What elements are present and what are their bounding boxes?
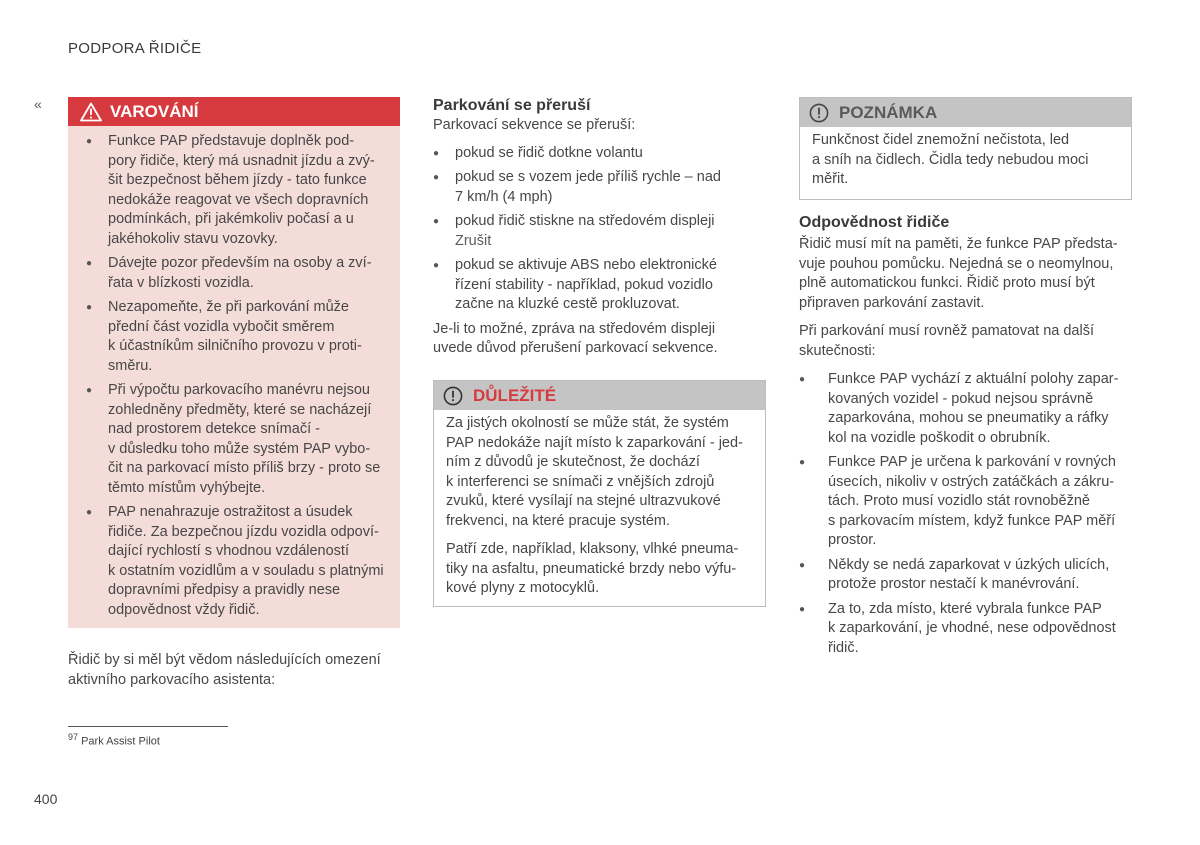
bullet-icon: ● (799, 374, 806, 385)
interrupt-reason-text: Je-li to možné, zpráva na středovém displeji uvede důvod přerušení parkovací sekvence. (433, 320, 718, 356)
responsibility-list (799, 370, 1130, 658)
bullet-icon: ● (799, 457, 806, 468)
footnote-number: 97 (68, 732, 79, 742)
note-text: Funkčnost čidel znemožní nečistota, led a sníh na čidlech. Čidla tedy nebudou moci měřit. (812, 132, 1089, 187)
bullet-icon: ● (86, 258, 93, 269)
bullet-icon: ● (433, 260, 440, 271)
warning-triangle-icon (80, 102, 102, 122)
note-header (800, 98, 1131, 127)
list-item (86, 132, 388, 249)
list-item (86, 503, 388, 620)
list-item (433, 168, 766, 207)
list-item-text: Někdy se nedá zaparkovat v úzkých ulicích, protože prostor nestačí k manévrování. (828, 556, 1110, 592)
bullet-icon: ● (86, 385, 93, 396)
bullet-icon: ● (433, 216, 440, 227)
list-item-text: Dávejte pozor především na osoby a zví- řata v blízkosti vozidla. (108, 255, 372, 291)
warning-label: VAROVÁNÍ (110, 101, 199, 121)
important-paragraph: Patří zde, například, klaksony, vlhké pneuma- tiky na asfaltu, pneumatické brzdy nebo výfu- kové plyny z motocyklů. (446, 541, 739, 596)
warning-header (68, 97, 400, 126)
footnote (68, 732, 160, 748)
footnote-text: Park Assist Pilot (81, 735, 160, 748)
info-circle-icon (809, 103, 829, 123)
exclamation-circle-icon (443, 386, 463, 406)
responsibility-intro: Řidič musí mít na paměti, že funkce PAP předsta- vuje pouhou pomůcku. Nejedná se o neomylnou, plně automatickou funkci. Řidič proto musí být připraven parkování zastavit. (799, 236, 1118, 311)
list-item (433, 144, 766, 164)
important-label: DŮLEŽITÉ (473, 385, 557, 405)
important-paragraph: Za jistých okolností se může stát, že systém PAP nedokáže najít místo k zaparkování - jed- ním z důvodů je skutečnost, že dochází k interferenci se snímači z vnějších zdrojů zvuků, které vysílají na stejné ultrazvukové frekvenci, na které pracuje systém. (446, 415, 743, 529)
driver-responsibility-section (799, 213, 1130, 663)
list-item-text: Funkce PAP představuje doplněk pod- pory řidiče, který má usnadnit jízdu a zvý- šit bezpečnost během jízdy - tato funkce nedokáže reagovat ve všech dopravních podmínkách, při jakémkoliv počasí a u jakéhokoliv stavu vozovky. (108, 133, 375, 247)
list-item-text: pokud se s vozem jede příliš rychle – nad 7 km/h (4 mph) (455, 169, 721, 205)
back-arrows-icon[interactable]: « (34, 96, 40, 112)
list-item-text: pokud se řidič dotkne volantu (455, 144, 643, 161)
list-item (86, 254, 388, 293)
list-item-text: pokud se aktivuje ABS nebo elektronické řízení stability - například, pokud vozidlo začne na kluzké cestě prokluzovat. (455, 257, 717, 312)
bullet-icon: ● (86, 136, 93, 147)
list-item (799, 600, 1130, 659)
footnote-divider (68, 726, 228, 727)
responsibility-para: Při parkování musí rovněž pamatovat na další skutečnosti: (799, 323, 1094, 359)
list-item (799, 453, 1130, 551)
section-heading: Odpovědnost řidiče (799, 214, 950, 231)
list-item-text: Funkce PAP vychází z aktuální polohy zapar- kovaných vozidel - pokud nejsou správně zaparkována, mohou se pneumatiky a ráfky kol na vozidle poškodit o obrubník. (828, 371, 1119, 446)
list-item-text: Funkce PAP je určena k parkování v rovných úsecích, nikoliv v ostrých zatáčkách a zákru- tách. Proto musí vozidlo stát rovnoběžně s parkovacím místem, když funkce PAP měří prostor. (828, 454, 1116, 548)
bullet-icon: ● (433, 147, 440, 159)
important-header (434, 381, 765, 410)
bullet-icon: ● (86, 302, 93, 313)
page-number: 400 (34, 791, 58, 807)
list-item (86, 298, 388, 376)
list-item-text: Za to, zda místo, které vybrala funkce PAP k zaparkování, je vhodné, nese odpovědnost řidič. (828, 600, 1116, 656)
important-box (433, 380, 766, 607)
section-heading: Parkování se přeruší (433, 97, 591, 114)
note-box (799, 97, 1132, 200)
list-item-text: pokud řidič stiskne na středovém displeji (455, 213, 715, 229)
list-item (433, 212, 766, 251)
bullet-icon: ● (433, 172, 440, 183)
interrupt-list (433, 144, 766, 315)
section-title: PODPORA ŘIDIČE (68, 40, 202, 57)
section-intro: Parkovací sekvence se přeruší: (433, 117, 636, 133)
list-item-text: PAP nenahrazuje ostražitost a úsudek řidiče. Za bezpečnou jízdu vozidla odpoví- dající rychlostí s vhodnou vzdáleností k ostatním vozidlům a v souladu s platnými dopravními předpisy a pravidly nese odpovědnost vždy řidič. (108, 504, 384, 618)
ui-button-name: Zrušit (455, 232, 492, 249)
list-item-text: Nezapomeňte, že při parkování může přední část vozidla vybočit směrem k účastníkům silničního provozu v proti- směru. (108, 299, 362, 374)
bullet-icon: ● (799, 559, 806, 571)
list-item (433, 256, 766, 315)
note-label: POZNÁMKA (839, 102, 938, 122)
bullet-icon: ● (799, 603, 806, 615)
list-item (799, 556, 1130, 595)
warning-box (68, 97, 400, 628)
list-item (86, 381, 388, 498)
parking-interrupted-section (433, 96, 766, 359)
warning-list (68, 126, 400, 620)
list-item (799, 370, 1130, 448)
list-item-text: Při výpočtu parkovacího manévru nejsou zohledněny předměty, které se nacházejí nad prostorem detekce snímačí - v důsledku toho může systém PAP vybo- čit na parkovací místo příliš brzy - proto se těmto místům vyhýbejte. (108, 382, 381, 496)
bullet-icon: ● (86, 507, 93, 518)
limitations-intro: Řidič by si měl být vědom následujících omezení aktivního parkovacího asistenta: (68, 652, 381, 688)
